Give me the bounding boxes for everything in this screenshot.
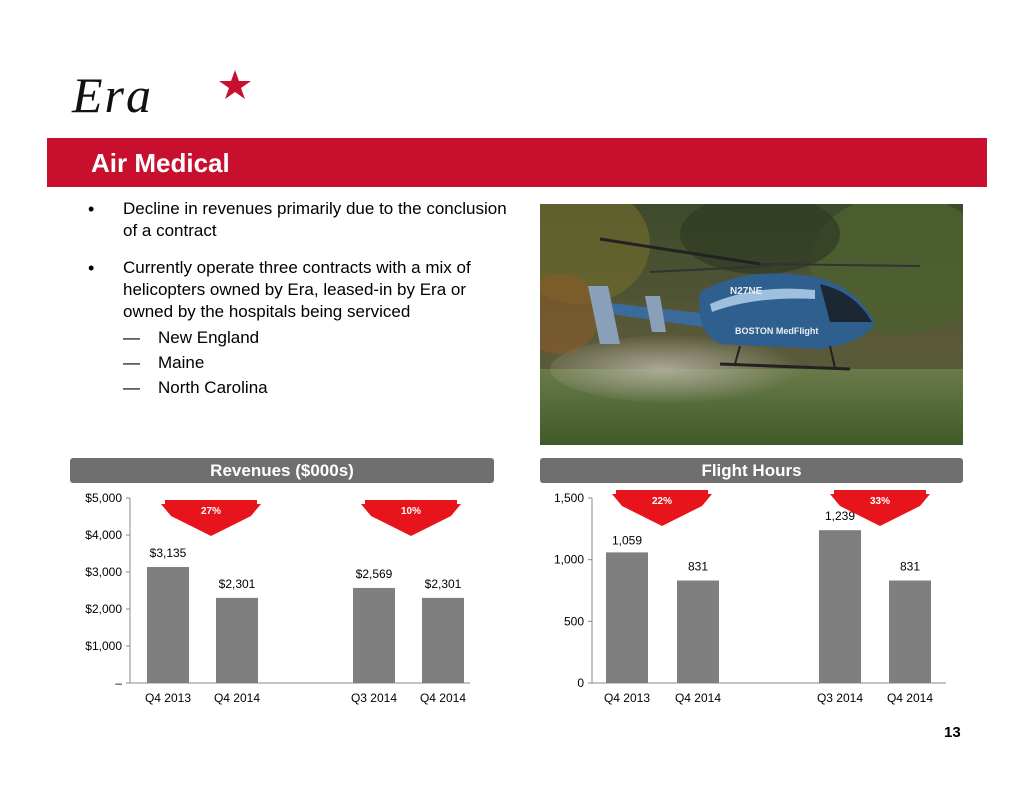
bar-value-label: 831 <box>687 559 709 574</box>
sub-bullet-text: North Carolina <box>158 378 268 397</box>
era-logo <box>70 66 260 122</box>
revenues-chart <box>70 488 494 710</box>
arrow-label: 10% <box>400 506 422 517</box>
bar <box>147 567 189 683</box>
bullet-item <box>88 257 518 323</box>
bar-value-label: $2,301 <box>424 576 462 591</box>
star-icon <box>219 70 251 99</box>
bullet-text: Currently operate three contracts with a mix of helicopters owned by Era, leased-in by Era or owned by the hospitals being serviced <box>123 258 471 321</box>
sub-bullet-text: Maine <box>158 353 205 372</box>
bar <box>353 588 395 683</box>
sub-bullet-item <box>88 327 518 349</box>
decline-arrow <box>361 500 461 536</box>
bullet-list <box>88 198 518 404</box>
bar <box>422 598 464 683</box>
x-tick-label: Q3 2014 <box>350 691 398 705</box>
bullet-item <box>88 198 518 242</box>
x-tick-label: Q3 2014 <box>816 691 864 705</box>
title-bar <box>47 138 987 187</box>
dash-bullet: — <box>123 328 140 347</box>
flight-hours-chart <box>540 488 963 710</box>
bar-value-label: $2,569 <box>355 566 393 581</box>
bar-value-label: $3,135 <box>149 546 187 561</box>
y-tick-label: $3,000 <box>85 565 122 579</box>
y-tick-label: $1,000 <box>85 639 122 653</box>
helicopter-livery: BOSTON MedFlight <box>735 326 819 336</box>
arrow-label: 27% <box>200 506 222 517</box>
sub-bullet-item <box>88 352 518 374</box>
x-tick-label: Q4 2014 <box>886 691 934 705</box>
bullet-dot: • <box>88 258 95 278</box>
bar <box>819 530 861 683</box>
arrow-label: 33% <box>869 496 891 507</box>
dash-bullet: — <box>123 378 140 397</box>
bar <box>216 598 258 683</box>
y-tick-label: $5,000 <box>85 491 122 505</box>
logo-text: Era <box>72 67 153 122</box>
sub-bullet-text: New England <box>158 328 260 347</box>
sub-bullet-item <box>88 377 518 399</box>
bar <box>606 552 648 683</box>
revenues-chart-header: Revenues ($000s) <box>70 458 494 483</box>
dash-bullet: — <box>123 353 140 372</box>
decline-arrow <box>161 500 261 536</box>
x-tick-label: Q4 2014 <box>674 691 722 705</box>
y-tick-label: 1,500 <box>553 491 584 505</box>
y-tick-label: $4,000 <box>85 528 122 542</box>
helicopter-photo <box>540 204 963 445</box>
y-tick-label: 0 <box>577 676 584 690</box>
y-tick-label: 500 <box>563 614 584 629</box>
bullet-dot: • <box>88 199 95 219</box>
bar-value-label: $2,301 <box>218 576 256 591</box>
y-tick-label: 1,000 <box>553 552 584 567</box>
helicopter-tail-number: N27NE <box>730 286 763 297</box>
page-number: 13 <box>944 724 961 741</box>
arrow-label: 22% <box>651 496 673 507</box>
x-tick-label: Q4 2014 <box>419 691 467 705</box>
y-tick-label: – <box>115 676 122 690</box>
slide-title: Air Medical <box>91 148 230 178</box>
bar-value-label: 831 <box>899 559 921 574</box>
decline-arrow <box>612 490 712 526</box>
x-tick-label: Q4 2014 <box>213 691 261 705</box>
x-tick-label: Q4 2013 <box>603 691 651 705</box>
x-tick-label: Q4 2013 <box>144 691 192 705</box>
bar-value-label: 1,059 <box>611 533 643 548</box>
bar-value-label: 1,239 <box>824 509 856 524</box>
flight-hours-chart-header: Flight Hours <box>540 458 963 483</box>
bullet-text: Decline in revenues primarily due to the conclusion of a contract <box>123 199 507 240</box>
y-tick-label: $2,000 <box>85 602 122 616</box>
bar <box>677 581 719 683</box>
bar <box>889 581 931 683</box>
